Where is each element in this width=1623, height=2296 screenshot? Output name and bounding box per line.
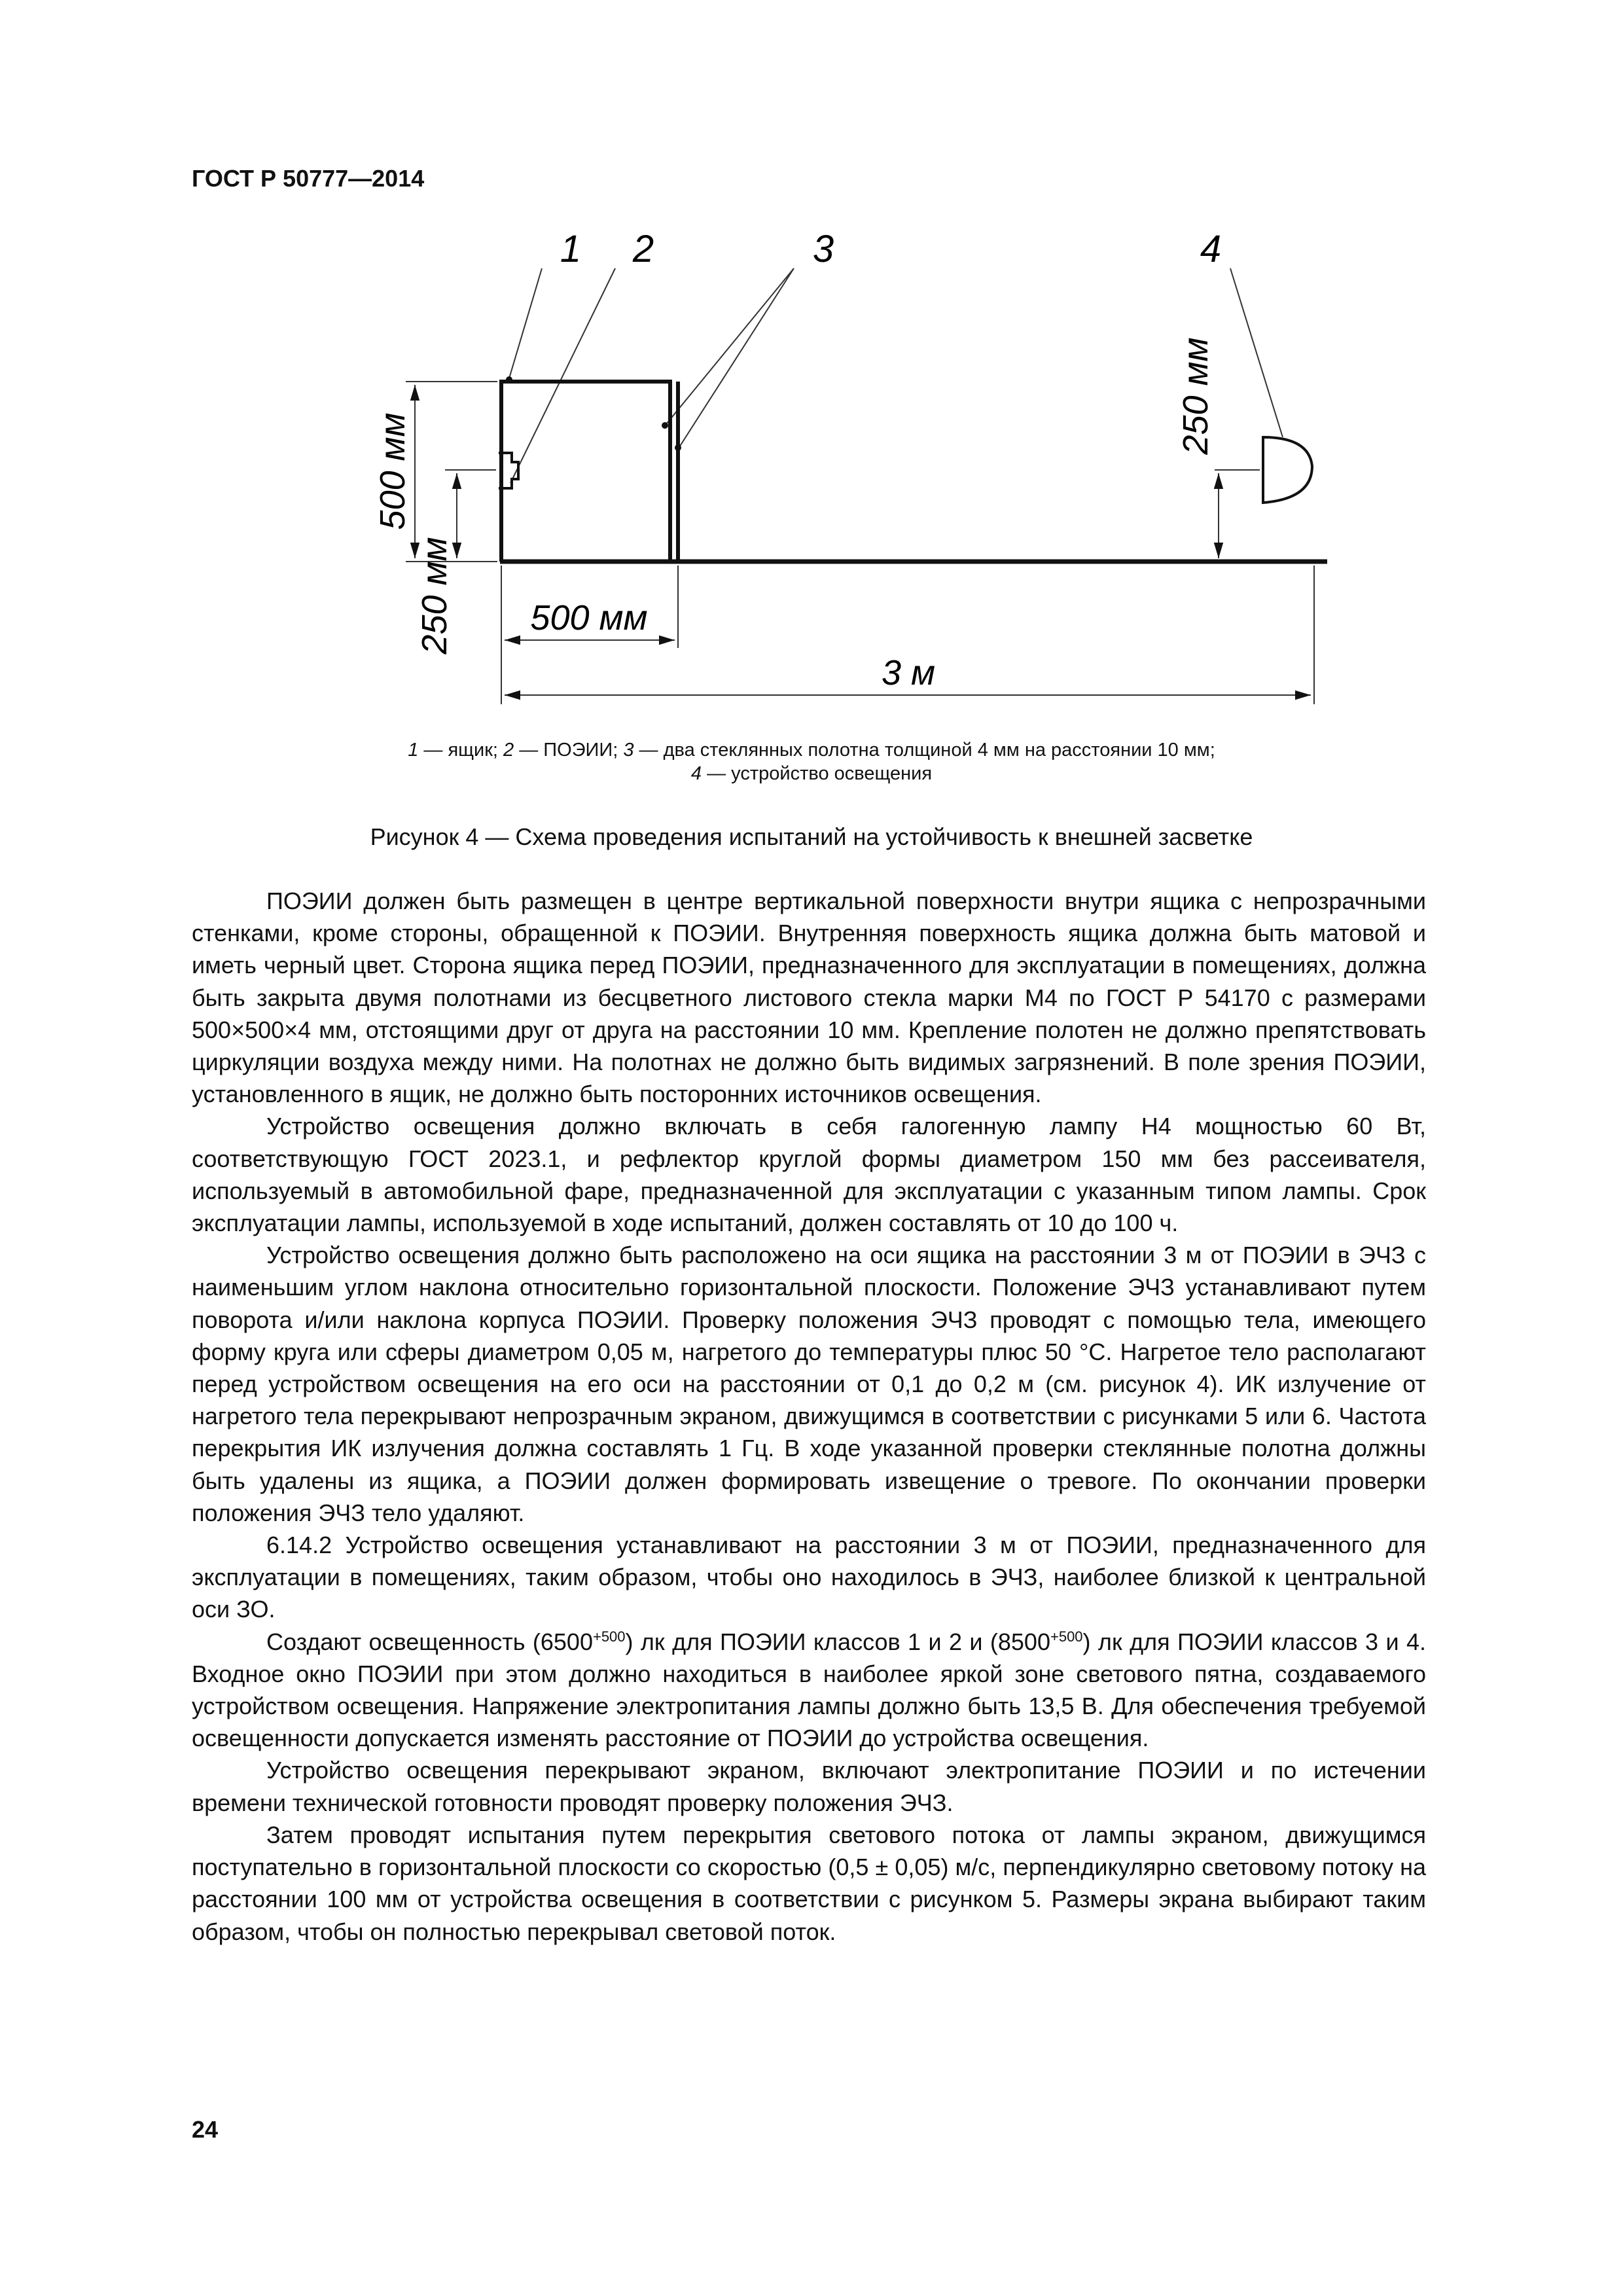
dim-device-height-left: 250 мм [415, 537, 454, 655]
callout-1: 1 [560, 228, 582, 270]
figure-test-scheme [0, 0, 1623, 818]
figure-title: Рисунок 4 — Схема проведения испытаний на устойчивость к внешней засветке [370, 823, 1253, 850]
document-header: ГОСТ Р 50777—2014 [192, 165, 425, 192]
paragraph: Создают освещенность $(6500^{+500})$ лк для ПОЭИИ классов 1 и 2 и $(8500^{+500})$ лк для ПОЭИИ классов 3 и 4. Входное окно ПОЭИИ при этом должно находиться в наиболее яркой зоне светового пятна, создаваемого устройством освещения. Напряжение электропитания лампы должно быть 13,5 В. Для обеспечения требуемой освещенности допускается изменять расстояние от ПОЭИИ до устройства освещения. [192, 1628, 1427, 1752]
figure-legend: 1 — ящик; 2 — ПОЭИИ; 3 — два стеклянных полотна толщиной 4 мм на расстоянии 10 мм; 4 — устройство освещения [408, 740, 1215, 784]
callout-2: 2 [632, 228, 654, 270]
paragraph: Устройство освещения перекрывают экраном, включают электропитание ПОЭИИ и по истечении времени технической готовности проводят проверку положения ЭЧЗ. [192, 1757, 1426, 1816]
callout-4: 4 [1200, 228, 1222, 270]
dim-distance: 3 м [881, 653, 936, 692]
lamp-shape [1263, 437, 1312, 503]
paragraph: Устройство освещения должно быть расположено на оси ящика на расстоянии 3 м от ПОЭИИ в ЭЧЗ с наименьшим углом наклона относительно горизонтальной плоскости. Положение ЭЧЗ устанавливают путем поворота и/или наклона корпуса ПОЭИИ. Проверку положения ЭЧЗ проводят с помощью тела, имеющего форму круга или сферы диаметром 0,05 м, нагретого до температуры плюс 50 °С. Нагретое тело располагают перед устройством освещения на его оси на расстоянии от 0,1 до 0,2 м (см. рисунок 4). ИК излучение от нагретого тела перекрывают непрозрачным экраном, движущимся в соответствии с рисунками 5 или 6. Частота перекрытия ИК излучения должна составлять 1 Гц. В ходе указанной проверки стеклянные полотна должны быть удалены из ящика, а ПОЭИИ должен формировать извещение о тревоге. По окончании проверки положения ЭЧЗ тело удаляют. [192, 1242, 1426, 1526]
paragraph: ПОЭИИ должен быть размещен в центре вертикальной поверхности внутри ящика с непрозрачными стенками, кроме стороны, обращенной к ПОЭИИ. Внутренняя поверхность ящика должна быть матовой и иметь черный цвет. Сторона ящика перед ПОЭИИ, предназначенного для эксплуатации в помещениях, должна быть закрыта двумя полотнами из бесцветного листового стекла марки М4 по ГОСТ Р 54170 с размерами 500×500×4 мм, отстоящими друг от друга на расстоянии 10 мм. Крепление полотен не должно препятствовать циркуляции воздуха между ними. На полотнах не должно быть видимых загрязнений. В поле зрения ПОЭИИ, установленного в ящик, не должно быть посторонних источников освещения. [192, 888, 1426, 1108]
dim-box-height: 500 мм [373, 412, 412, 530]
box-shape [501, 382, 678, 562]
paragraph: Затем проводят испытания путем перекрытия светового потока от лампы экраном, движущимся поступательно в горизонтальной плоскости со скоростью (0,5 ± 0,05) м/с, перпендикулярно световому потоку на расстоянии 100 мм от устройства освещения в соответствии с рисунком 5. Размеры экрана выбирают таким образом, чтобы он полностью перекрывал световой поток. [192, 1821, 1426, 1945]
dim-device-height-right: 250 мм [1176, 337, 1215, 455]
leader-lines [509, 268, 1283, 483]
callout-3: 3 [812, 228, 834, 270]
paragraph: Устройство освещения должно включать в себя галогенную лампу Н4 мощностью 60 Вт, соответствующую ГОСТ 2023.1, и рефлектор круглой формы диаметром 150 мм без рассеивателя, используемый в автомобильной фаре, предназначенной для эксплуатации с указанным типом лампы. Срок эксплуатации лампы, используемой в ходе испытаний, должен составлять от 10 до 100 ч. [192, 1113, 1426, 1237]
page-number: 24 [192, 2116, 219, 2143]
body-text [192, 885, 1426, 1948]
dim-box-width: 500 мм [530, 598, 648, 637]
paragraph: 6.14.2 Устройство освещения устанавливают на расстоянии 3 м от ПОЭИИ, предназначенного для эксплуатации в помещениях, таким образом, чтобы оно находилось в ЭЧЗ, наиболее близкой к центральной оси ЗО. [192, 1532, 1426, 1623]
